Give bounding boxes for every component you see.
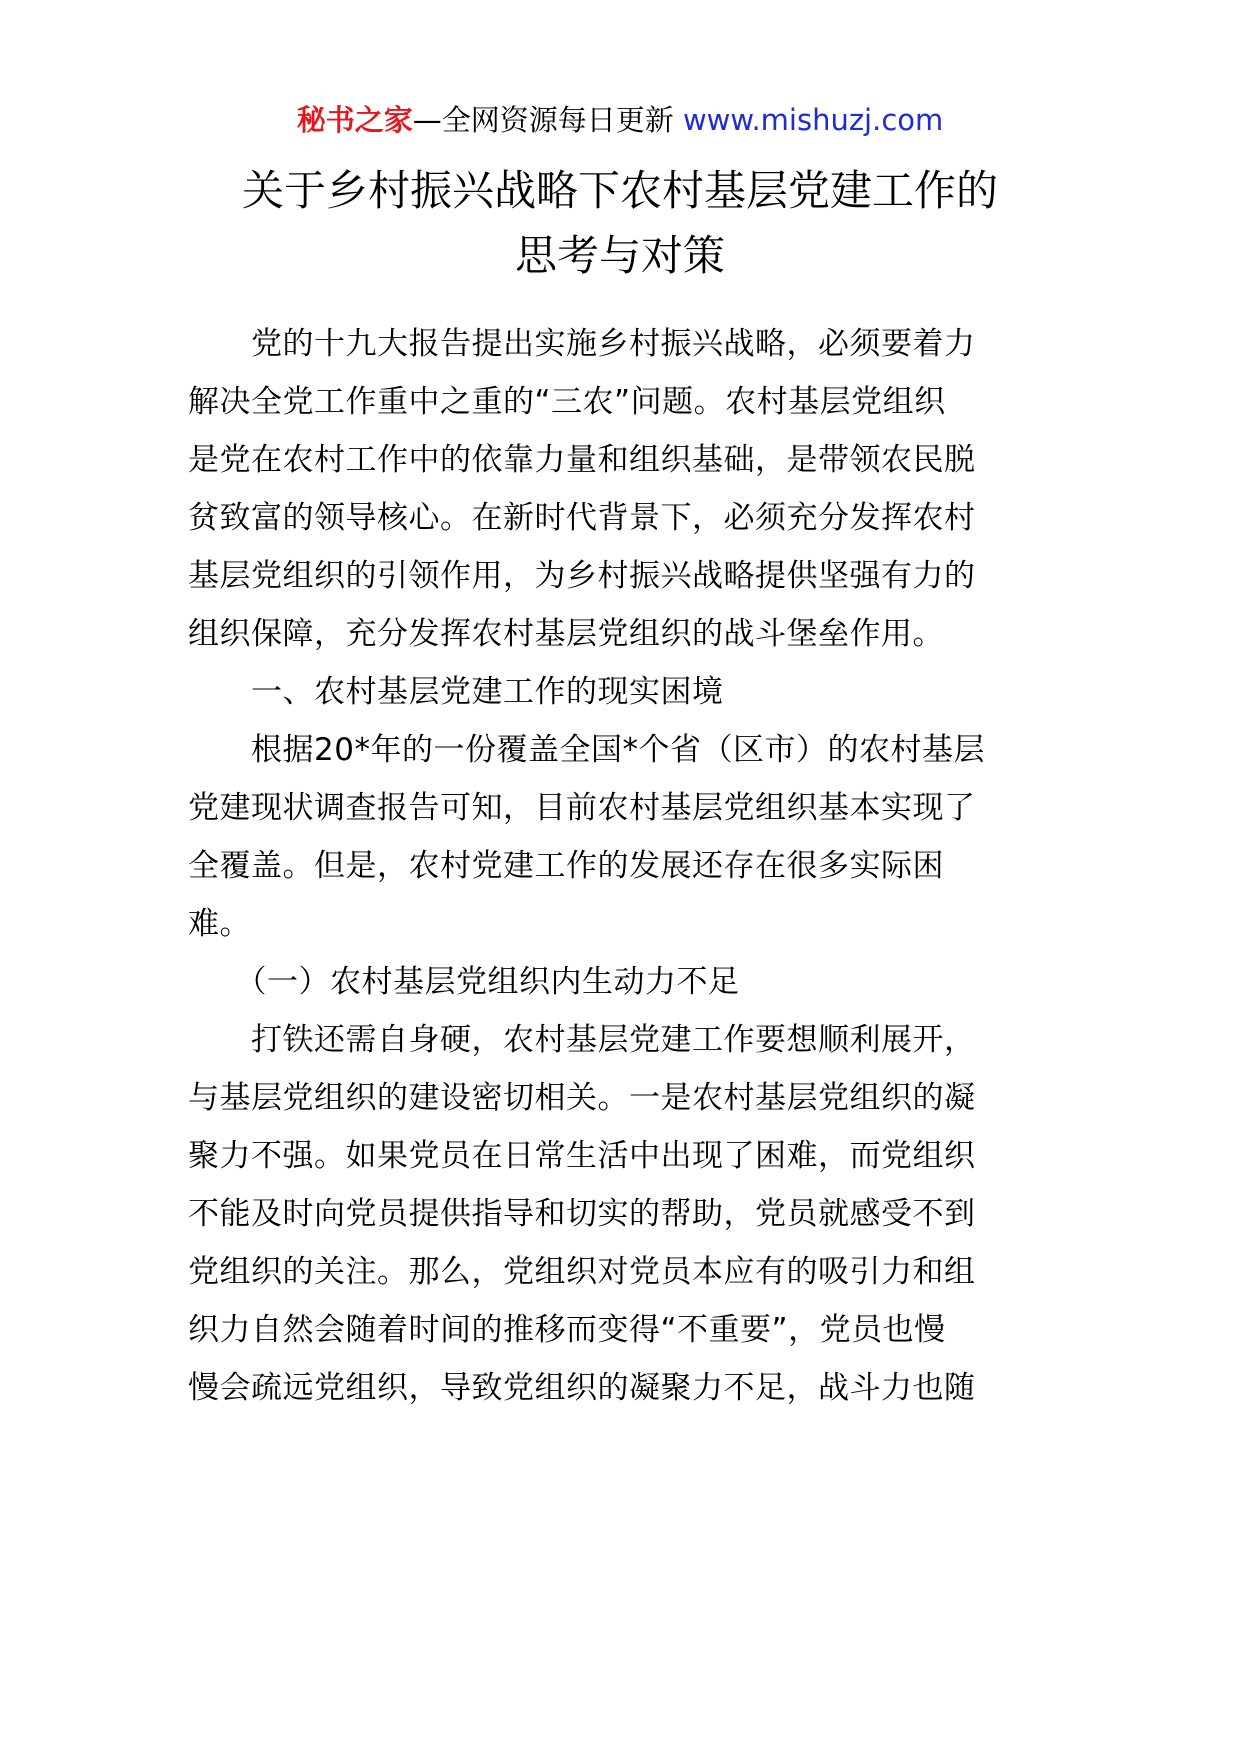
body-line: 全覆盖。但是，农村党建工作的发展还存在很多实际困 bbox=[188, 848, 944, 884]
header-tagline: —全网资源每日更新 bbox=[412, 103, 674, 137]
body-line: 不能及时向党员提供指导和切实的帮助，党员就感受不到 bbox=[188, 1196, 976, 1232]
body-line: 组织保障，充分发挥农村基层党组织的战斗堡垒作用。 bbox=[188, 616, 944, 652]
body-line: 贫致富的领导核心。在新时代背景下，必须充分发挥农村 bbox=[188, 500, 976, 536]
body-line: 慢会疏远党组织，导致党组织的凝聚力不足，战斗力也随 bbox=[188, 1370, 976, 1406]
brand-name: 秘书之家 bbox=[296, 103, 413, 137]
body-line: 难。 bbox=[188, 906, 251, 942]
body-line: 解决全党工作重中之重的“三农”问题。农村基层党组织 bbox=[188, 384, 946, 420]
subsection-heading: （一）农村基层党组织内生动力不足 bbox=[188, 964, 740, 1000]
body-line: 根据20*年的一份覆盖全国*个省（区市）的农村基层 bbox=[188, 732, 985, 768]
body-line: 打铁还需自身硬，农村基层党建工作要想顺利展开， bbox=[188, 1022, 976, 1058]
body-line: 织力自然会随着时间的推移而变得“不重要”，党员也慢 bbox=[188, 1312, 946, 1348]
section-heading: 一、农村基层党建工作的现实困境 bbox=[188, 674, 724, 710]
site-url-link[interactable]: www.mishuzj.com bbox=[682, 103, 944, 137]
body-line: 基层党组织的引领作用，为乡村振兴战略提供坚强有力的 bbox=[188, 558, 976, 594]
body-line: 党组织的关注。那么，党组织对党员本应有的吸引力和组 bbox=[188, 1254, 976, 1290]
body-line: 与基层党组织的建设密切相关。一是农村基层党组织的凝 bbox=[188, 1080, 976, 1116]
site-header bbox=[0, 100, 1240, 140]
body-line: 党建现状调查报告可知，目前农村基层党组织基本实现了 bbox=[188, 790, 976, 826]
document-title-line-2: 思考与对策 bbox=[514, 231, 725, 280]
document-title-line-1: 关于乡村振兴战略下农村基层党建工作的 bbox=[241, 166, 998, 215]
body-line: 聚力不强。如果党员在日常生活中出现了困难，而党组织 bbox=[188, 1138, 976, 1174]
body-line: 是党在农村工作中的依靠力量和组织基础，是带领农民脱 bbox=[188, 442, 976, 478]
body-line: 党的十九大报告提出实施乡村振兴战略，必须要着力 bbox=[188, 326, 976, 362]
